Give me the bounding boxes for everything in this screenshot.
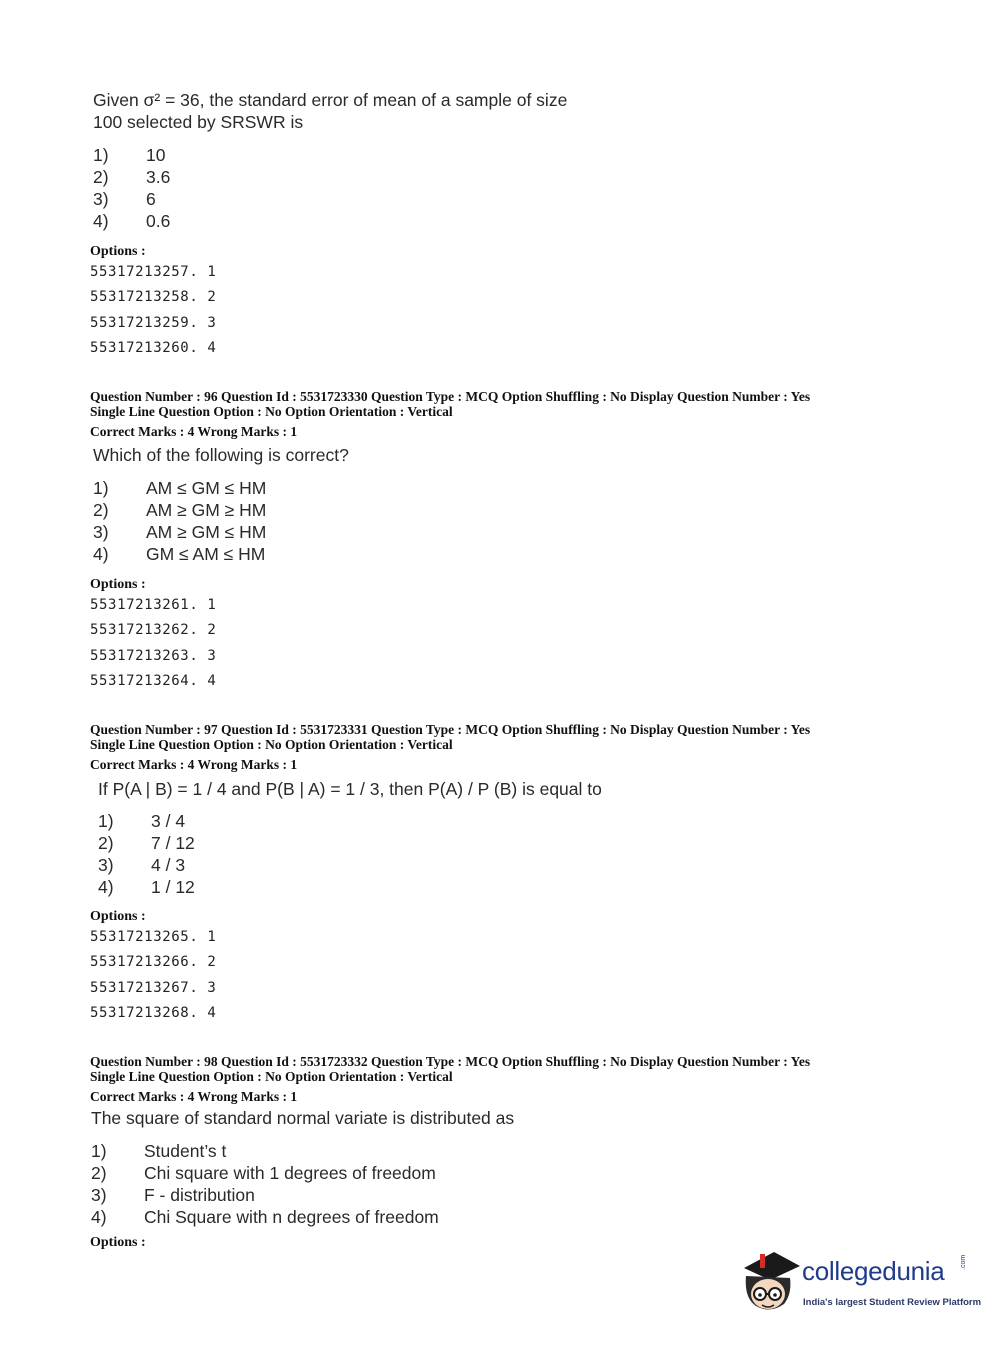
mascot-icon: [740, 1248, 802, 1318]
question-marks: Correct Marks : 4 Wrong Marks : 1: [90, 757, 298, 772]
option-id: 55317213267. 3: [90, 980, 217, 996]
logo-wordmark: collegedunia: [802, 1256, 945, 1286]
question-meta: Single Line Question Option : No Option Orientation : Vertical: [90, 737, 453, 752]
option-id: 55317213260. 4: [90, 340, 217, 356]
options-label: Options :: [90, 244, 146, 259]
options-label: Options :: [90, 577, 146, 592]
question-meta: Question Number : 97 Question Id : 5531723331 Question Type : MCQ Option Shuffling : No Display Question Number : Yes: [90, 722, 811, 737]
option-id: 55317213261. 1: [90, 597, 217, 613]
option-id: 55317213259. 3: [90, 315, 217, 331]
option-id: 55317213266. 2: [90, 954, 217, 970]
question-stem-line: Given σ² = 36, the standard error of mean of a sample of size: [93, 90, 568, 110]
option-id: 55317213265. 1: [90, 929, 217, 945]
question-stem: If P(A | B) = 1 / 4 and P(B | A) = 1 / 3, then P(A) / P (B) is equal to: [98, 779, 602, 799]
options-label: Options :: [90, 909, 146, 924]
option-id: 55317213268. 4: [90, 1005, 217, 1021]
question-meta: Single Line Question Option : No Option Orientation : Vertical: [90, 1069, 453, 1084]
question-meta: Question Number : 96 Question Id : 5531723330 Question Type : MCQ Option Shuffling : No Display Question Number : Yes: [90, 389, 811, 404]
question-marks: Correct Marks : 4 Wrong Marks : 1: [90, 424, 298, 439]
options-label: Options :: [90, 1235, 146, 1250]
question-stem-line: 100 selected by SRSWR is: [93, 112, 304, 132]
question-stem: Which of the following is correct?: [93, 445, 349, 465]
logo-tagline: India's largest Student Review Platform: [803, 1297, 982, 1308]
question-meta: Single Line Question Option : No Option Orientation : Vertical: [90, 404, 453, 419]
logo-domain-suffix: .com: [960, 1254, 967, 1270]
option-id: 55317213258. 2: [90, 289, 217, 305]
option-id: 55317213263. 3: [90, 648, 217, 664]
option-id: 55317213264. 4: [90, 673, 217, 689]
question-meta: Question Number : 98 Question Id : 5531723332 Question Type : MCQ Option Shuffling : No Display Question Number : Yes: [90, 1054, 811, 1069]
option-id: 55317213262. 2: [90, 622, 217, 638]
question-marks: Correct Marks : 4 Wrong Marks : 1: [90, 1089, 298, 1104]
question-stem: The square of standard normal variate is distributed as: [91, 1108, 515, 1128]
option-id: 55317213257. 1: [90, 264, 217, 280]
collegedunia-logo: [740, 1248, 982, 1318]
